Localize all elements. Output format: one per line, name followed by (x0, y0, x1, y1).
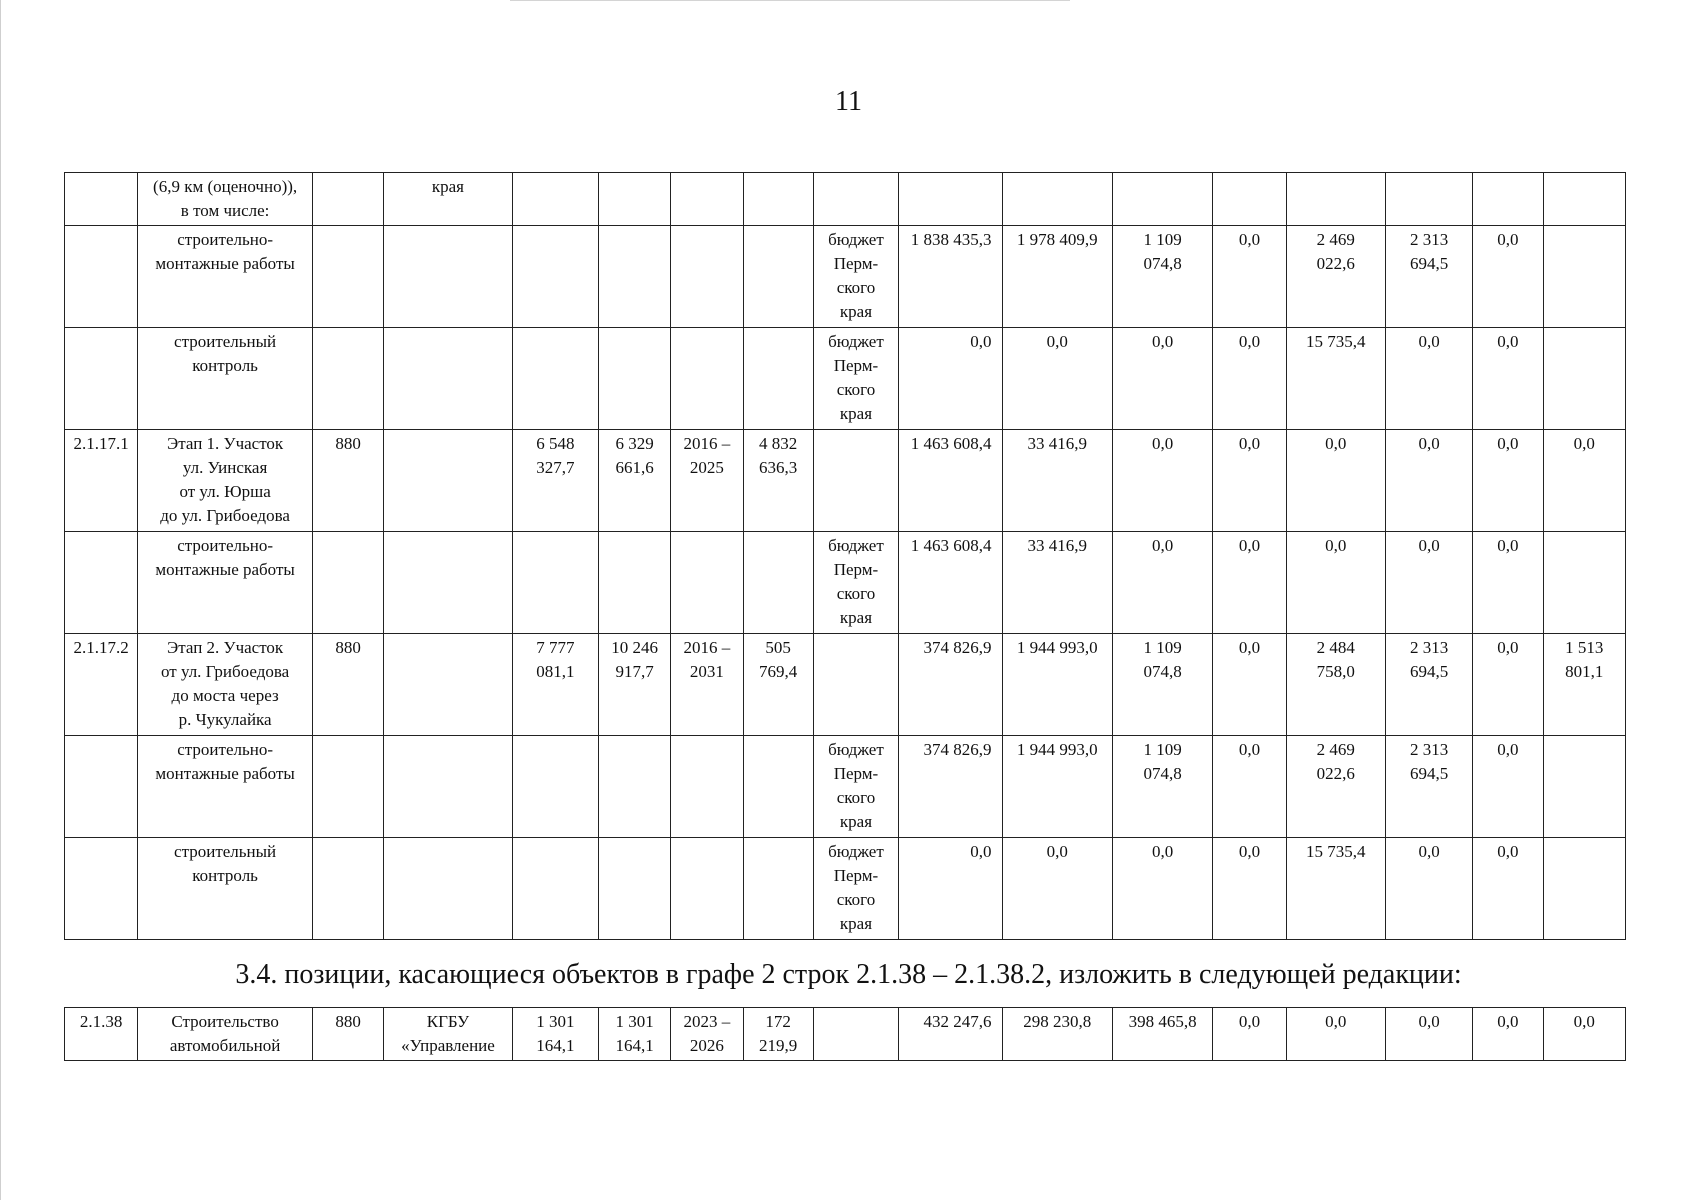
cell-customer (384, 328, 512, 430)
table-row (65, 838, 1626, 940)
cell-funding-source: бюджет Перм- ского края (813, 226, 898, 328)
cell-year-5: 0,0 (1286, 1008, 1385, 1061)
cell-total-cost (512, 838, 598, 940)
cell-year-6: 2 313 694,5 (1385, 736, 1472, 838)
cell-object-name: Этап 2. Участок от ул. Грибоедова до моста через р. Чукулайка (138, 634, 313, 736)
cell-year-7: 0,0 (1473, 532, 1543, 634)
cell-funding-source: бюджет Перм- ского края (813, 532, 898, 634)
cell-year-8 (1543, 226, 1625, 328)
cell-year-2: 0,0 (1002, 838, 1112, 940)
cell-code: 880 (312, 1008, 383, 1061)
cell-year-6: 0,0 (1385, 328, 1472, 430)
cell-year-5: 0,0 (1286, 430, 1385, 532)
cell-remaining-cost (743, 838, 813, 940)
cell-remaining-cost (743, 736, 813, 838)
cell-total-cost (512, 736, 598, 838)
cell-year-2: 33 416,9 (1002, 430, 1112, 532)
cell-year-1: 432 247,6 (899, 1008, 1002, 1061)
cell-customer (384, 226, 512, 328)
cell-year-2: 1 978 409,9 (1002, 226, 1112, 328)
cell-remaining-cost: 4 832 636,3 (743, 430, 813, 532)
cell-customer (384, 532, 512, 634)
cell-object-name: строительно- монтажные работы (138, 532, 313, 634)
cell-year-5: 0,0 (1286, 532, 1385, 634)
cell-total-cost: 7 777 081,1 (512, 634, 598, 736)
cell-total-cost (512, 173, 598, 226)
cell-period (671, 532, 743, 634)
cell-period (671, 838, 743, 940)
cell-year-6: 0,0 (1385, 1008, 1472, 1061)
cell-year-7: 0,0 (1473, 328, 1543, 430)
cell-customer: края (384, 173, 512, 226)
cell-year-5: 2 484 758,0 (1286, 634, 1385, 736)
cell-code (312, 328, 383, 430)
cell-row-number (65, 328, 138, 430)
cell-period: 2016 – 2031 (671, 634, 743, 736)
cell-year-1: 1 838 435,3 (899, 226, 1002, 328)
cell-row-number (65, 532, 138, 634)
cell-year-5: 15 735,4 (1286, 838, 1385, 940)
cell-year-3: 0,0 (1112, 430, 1212, 532)
cell-year-4: 0,0 (1213, 532, 1286, 634)
cell-object-name: строительный контроль (138, 328, 313, 430)
cell-total-cost: 1 301 164,1 (512, 1008, 598, 1061)
cell-estimated-cost: 1 301 164,1 (599, 1008, 671, 1061)
cell-year-7 (1473, 173, 1543, 226)
cell-customer: КГБУ «Управление (384, 1008, 512, 1061)
cell-remaining-cost (743, 226, 813, 328)
cell-year-1: 374 826,9 (899, 736, 1002, 838)
cell-year-6: 2 313 694,5 (1385, 634, 1472, 736)
cell-period (671, 173, 743, 226)
cell-funding-source (813, 430, 898, 532)
cell-total-cost (512, 328, 598, 430)
cell-customer (384, 634, 512, 736)
cell-year-1: 0,0 (899, 328, 1002, 430)
cell-estimated-cost (599, 173, 671, 226)
cell-funding-source: бюджет Перм- ского края (813, 328, 898, 430)
cell-year-2: 1 944 993,0 (1002, 634, 1112, 736)
cell-year-8: 0,0 (1543, 430, 1625, 532)
cell-code (312, 226, 383, 328)
cell-year-6: 0,0 (1385, 430, 1472, 532)
cell-year-8 (1543, 532, 1625, 634)
cell-year-2: 1 944 993,0 (1002, 736, 1112, 838)
cell-year-1: 1 463 608,4 (899, 532, 1002, 634)
cell-object-name: строительно- монтажные работы (138, 736, 313, 838)
cell-total-cost: 6 548 327,7 (512, 430, 598, 532)
cell-year-7: 0,0 (1473, 226, 1543, 328)
cell-year-6: 2 313 694,5 (1385, 226, 1472, 328)
cell-year-6: 0,0 (1385, 838, 1472, 940)
cell-year-5 (1286, 173, 1385, 226)
cell-year-5: 15 735,4 (1286, 328, 1385, 430)
table-row (65, 430, 1626, 532)
cell-year-3 (1112, 173, 1212, 226)
cell-period (671, 328, 743, 430)
cell-year-4: 0,0 (1213, 226, 1286, 328)
cell-code (312, 838, 383, 940)
cell-object-name: строительный контроль (138, 838, 313, 940)
cell-year-6: 0,0 (1385, 532, 1472, 634)
cell-year-7: 0,0 (1473, 430, 1543, 532)
scan-artifact-line (510, 0, 1070, 1)
cell-year-7: 0,0 (1473, 1008, 1543, 1061)
cell-year-3: 1 109 074,8 (1112, 736, 1212, 838)
cell-year-6 (1385, 173, 1472, 226)
cell-period: 2016 – 2025 (671, 430, 743, 532)
cell-year-1: 1 463 608,4 (899, 430, 1002, 532)
cell-year-1 (899, 173, 1002, 226)
cell-object-name: (6,9 км (оценочно)), в том числе: (138, 173, 313, 226)
cell-customer (384, 430, 512, 532)
cell-year-8 (1543, 328, 1625, 430)
cell-period: 2023 – 2026 (671, 1008, 743, 1061)
cell-year-8 (1543, 173, 1625, 226)
cell-row-number (65, 173, 138, 226)
cell-year-7: 0,0 (1473, 736, 1543, 838)
cell-year-3: 1 109 074,8 (1112, 634, 1212, 736)
cell-period (671, 226, 743, 328)
cell-year-2: 298 230,8 (1002, 1008, 1112, 1061)
table-row (65, 226, 1626, 328)
cell-total-cost (512, 532, 598, 634)
cell-year-8: 0,0 (1543, 1008, 1625, 1061)
cell-object-name: строительно- монтажные работы (138, 226, 313, 328)
cell-year-4: 0,0 (1213, 634, 1286, 736)
table-row (65, 736, 1626, 838)
cell-year-8 (1543, 736, 1625, 838)
cell-code (312, 736, 383, 838)
cell-funding-source (813, 634, 898, 736)
cell-year-7: 0,0 (1473, 634, 1543, 736)
page-number: 11 (835, 86, 862, 117)
cell-year-4: 0,0 (1213, 328, 1286, 430)
cell-estimated-cost (599, 328, 671, 430)
cell-year-4: 0,0 (1213, 1008, 1286, 1061)
next-budget-table (64, 1007, 1626, 1061)
cell-year-4: 0,0 (1213, 430, 1286, 532)
scan-edge (0, 0, 1, 1200)
cell-code (312, 532, 383, 634)
cell-year-3: 0,0 (1112, 532, 1212, 634)
section-heading: 3.4. позиции, касающиеся объектов в графе 2 строк 2.1.38 – 2.1.38.2, изложить в следующей редакции: (235, 959, 1462, 990)
cell-row-number (65, 736, 138, 838)
cell-funding-source: бюджет Перм- ского края (813, 838, 898, 940)
cell-year-4 (1213, 173, 1286, 226)
cell-year-3: 398 465,8 (1112, 1008, 1212, 1061)
cell-funding-source: бюджет Перм- ского края (813, 736, 898, 838)
cell-remaining-cost (743, 328, 813, 430)
cell-object-name: Строительство автомобильной (138, 1008, 313, 1061)
budget-table (64, 172, 1626, 940)
cell-funding-source (813, 173, 898, 226)
cell-year-2 (1002, 173, 1112, 226)
cell-estimated-cost (599, 736, 671, 838)
table-row (65, 532, 1626, 634)
cell-customer (384, 838, 512, 940)
cell-year-7: 0,0 (1473, 838, 1543, 940)
cell-estimated-cost (599, 838, 671, 940)
cell-year-8: 1 513 801,1 (1543, 634, 1625, 736)
cell-year-5: 2 469 022,6 (1286, 736, 1385, 838)
cell-year-1: 0,0 (899, 838, 1002, 940)
cell-row-number: 2.1.38 (65, 1008, 138, 1061)
cell-customer (384, 736, 512, 838)
cell-year-3: 0,0 (1112, 328, 1212, 430)
cell-remaining-cost (743, 532, 813, 634)
cell-year-3: 1 109 074,8 (1112, 226, 1212, 328)
table-row (65, 1008, 1626, 1061)
cell-year-2: 0,0 (1002, 328, 1112, 430)
cell-year-2: 33 416,9 (1002, 532, 1112, 634)
cell-code: 880 (312, 634, 383, 736)
cell-row-number (65, 838, 138, 940)
table-row (65, 634, 1626, 736)
cell-estimated-cost: 6 329 661,6 (599, 430, 671, 532)
table-row (65, 328, 1626, 430)
cell-remaining-cost: 505 769,4 (743, 634, 813, 736)
cell-estimated-cost: 10 246 917,7 (599, 634, 671, 736)
cell-code (312, 173, 383, 226)
cell-period (671, 736, 743, 838)
cell-year-5: 2 469 022,6 (1286, 226, 1385, 328)
cell-remaining-cost: 172 219,9 (743, 1008, 813, 1061)
cell-total-cost (512, 226, 598, 328)
table-row (65, 173, 1626, 226)
cell-object-name: Этап 1. Участок ул. Уинская от ул. Юрша до ул. Грибоедова (138, 430, 313, 532)
cell-remaining-cost (743, 173, 813, 226)
cell-code: 880 (312, 430, 383, 532)
cell-row-number (65, 226, 138, 328)
cell-row-number: 2.1.17.2 (65, 634, 138, 736)
cell-year-4: 0,0 (1213, 736, 1286, 838)
cell-estimated-cost (599, 226, 671, 328)
cell-year-3: 0,0 (1112, 838, 1212, 940)
cell-estimated-cost (599, 532, 671, 634)
cell-year-8 (1543, 838, 1625, 940)
cell-funding-source (813, 1008, 898, 1061)
cell-year-1: 374 826,9 (899, 634, 1002, 736)
cell-row-number: 2.1.17.1 (65, 430, 138, 532)
cell-year-4: 0,0 (1213, 838, 1286, 940)
